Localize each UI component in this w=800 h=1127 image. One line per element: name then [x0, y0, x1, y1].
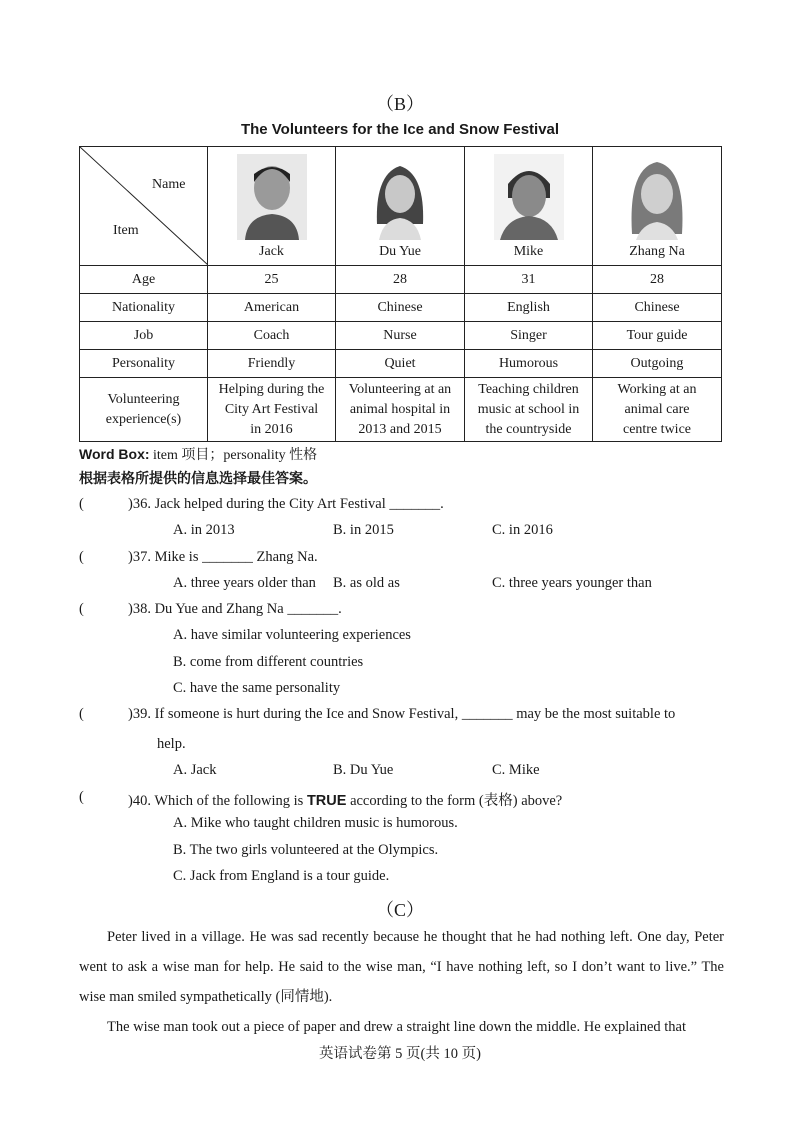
portrait-photo-du-yue [365, 154, 435, 240]
answer-paren[interactable]: ( [79, 496, 84, 512]
answer-paren[interactable]: ( [79, 789, 84, 805]
cell-line: City Art Festival [224, 401, 319, 417]
cell-line: Volunteering at an [348, 381, 452, 397]
question-39-stem-continued: help. [157, 736, 186, 752]
question-39-option-b[interactable]: B. Du Yue [333, 762, 394, 778]
section-c-heading: （C） [375, 900, 424, 920]
cell-line: centre twice [622, 421, 691, 437]
row-label: Job [80, 322, 208, 350]
question-37-option-a[interactable]: A. three years older than [173, 575, 316, 591]
row-label: Age [80, 266, 208, 294]
table-cell [336, 378, 465, 442]
cell-line: Working at an [617, 381, 697, 397]
portrait-photo-jack [237, 154, 307, 240]
word-box-text: item 项目；personality 性格 [149, 448, 318, 463]
question-39-stem: )39. If someone is hurt during the Ice and Snow Festival, _______ may be the most suitable to [128, 706, 676, 722]
table-row [80, 147, 722, 266]
cell-line: animal hospital in [349, 401, 451, 417]
question-38-option-c[interactable]: C. have the same personality [173, 680, 341, 696]
question-40-stem-part: )40. Which of the following is [128, 793, 307, 809]
question-36-option-a[interactable]: A. in 2013 [173, 522, 235, 538]
table-cell: Nurse [336, 322, 465, 350]
person-name: Du Yue [379, 244, 421, 259]
volunteers-table [79, 146, 722, 442]
person-name: Zhang Na [629, 244, 685, 259]
table-cell [593, 378, 722, 442]
table-row [80, 378, 722, 442]
question-40-stem [128, 789, 562, 810]
question-36-stem: )36. Jack helped during the City Art Festival _______. [128, 496, 444, 512]
table-row [80, 266, 722, 294]
table-cell: Friendly [208, 350, 336, 378]
question-37-option-b[interactable]: B. as old as [333, 575, 400, 591]
answer-paren[interactable]: ( [79, 549, 84, 565]
table-cell: Chinese [336, 294, 465, 322]
question-40-stem-part: according to the form (表格) above? [346, 793, 563, 809]
person-cell-zhang-na [593, 147, 722, 266]
question-40-option-a[interactable]: A. Mike who taught children music is humorous. [173, 815, 458, 831]
cell-line: the countryside [485, 421, 572, 437]
section-b-heading: （B） [375, 94, 424, 114]
table-cell: Singer [465, 322, 593, 350]
cell-line: music at school in [477, 401, 580, 417]
table-cell: Chinese [593, 294, 722, 322]
question-38-stem: )38. Du Yue and Zhang Na _______. [128, 601, 342, 617]
question-40-option-c[interactable]: C. Jack from England is a tour guide. [173, 868, 390, 884]
cell-line: in 2016 [250, 421, 293, 437]
table-row [80, 294, 722, 322]
table-cell [465, 378, 593, 442]
answer-paren[interactable]: ( [79, 601, 84, 617]
question-39-option-a[interactable]: A. Jack [173, 762, 217, 778]
table-cell: 25 [208, 266, 336, 294]
table-cell: Outgoing [593, 350, 722, 378]
person-cell-mike [465, 147, 593, 266]
answer-paren[interactable]: ( [79, 706, 84, 722]
cell-line: 2013 and 2015 [358, 421, 442, 437]
question-37-stem: )37. Mike is _______ Zhang Na. [128, 549, 318, 565]
row-label: Nationality [80, 294, 208, 322]
question-40-option-b[interactable]: B. The two girls volunteered at the Olympics. [173, 842, 439, 858]
question-38-option-b[interactable]: B. come from different countries [173, 654, 364, 670]
table-cell: Tour guide [593, 322, 722, 350]
question-38-option-a[interactable]: A. have similar volunteering experiences [173, 627, 411, 643]
cell-line: Helping during the [218, 381, 325, 397]
table-cell: 31 [465, 266, 593, 294]
row-label: Personality [80, 350, 208, 378]
portrait-photo-mike [494, 154, 564, 240]
question-37-option-c[interactable]: C. three years younger than [492, 575, 652, 591]
table-cell: 28 [336, 266, 465, 294]
passage-paragraph-1: Peter lived in a village. He was sad recently because he thought that he had nothing left. One day, Peter went to ask a wise man for help. He said to the wise man, “I have nothing left, so I don’t want to live.” The wise man smiled sympathetically (同情地). [79, 929, 724, 1005]
page-footer: 英语试卷第 5 页(共 10 页) [319, 1046, 481, 1062]
person-name: Mike [513, 244, 544, 259]
person-cell-du-yue [336, 147, 465, 266]
instruction-text: 根据表格所提供的信息选择最佳答案。 [79, 471, 317, 487]
word-box [79, 444, 317, 464]
table-cell [208, 378, 336, 442]
cell-line: animal care [624, 401, 690, 417]
row-label [80, 378, 208, 442]
question-39-option-c[interactable]: C. Mike [492, 762, 540, 778]
table-row [80, 322, 722, 350]
header-name-label: Name [152, 177, 186, 192]
question-40-stem-bold: TRUE [306, 793, 347, 809]
cell-line: Teaching children [478, 381, 579, 397]
question-36-option-c[interactable]: C. in 2016 [492, 522, 553, 538]
person-name: Jack [259, 244, 284, 259]
table-cell: Coach [208, 322, 336, 350]
header-item-label: Item [113, 223, 139, 238]
passage-paragraph-2: The wise man took out a piece of paper and drew a straight line down the middle. He explained that [107, 1019, 687, 1035]
table-row [80, 350, 722, 378]
portrait-photo-zhang-na [622, 154, 692, 240]
question-36-option-b[interactable]: B. in 2015 [333, 522, 394, 538]
row-label-line: experience(s) [105, 411, 182, 427]
row-label-line: Volunteering [107, 391, 180, 407]
header-diagonal-cell [80, 147, 208, 266]
table-cell: Humorous [465, 350, 593, 378]
table-cell: English [465, 294, 593, 322]
table-cell: 28 [593, 266, 722, 294]
table-cell: Quiet [336, 350, 465, 378]
diagonal-line [80, 147, 208, 265]
table-cell: American [208, 294, 336, 322]
table-title: The Volunteers for the Ice and Snow Festival [240, 121, 560, 138]
word-box-label: Word Box: [79, 446, 150, 462]
person-cell-jack [208, 147, 336, 266]
